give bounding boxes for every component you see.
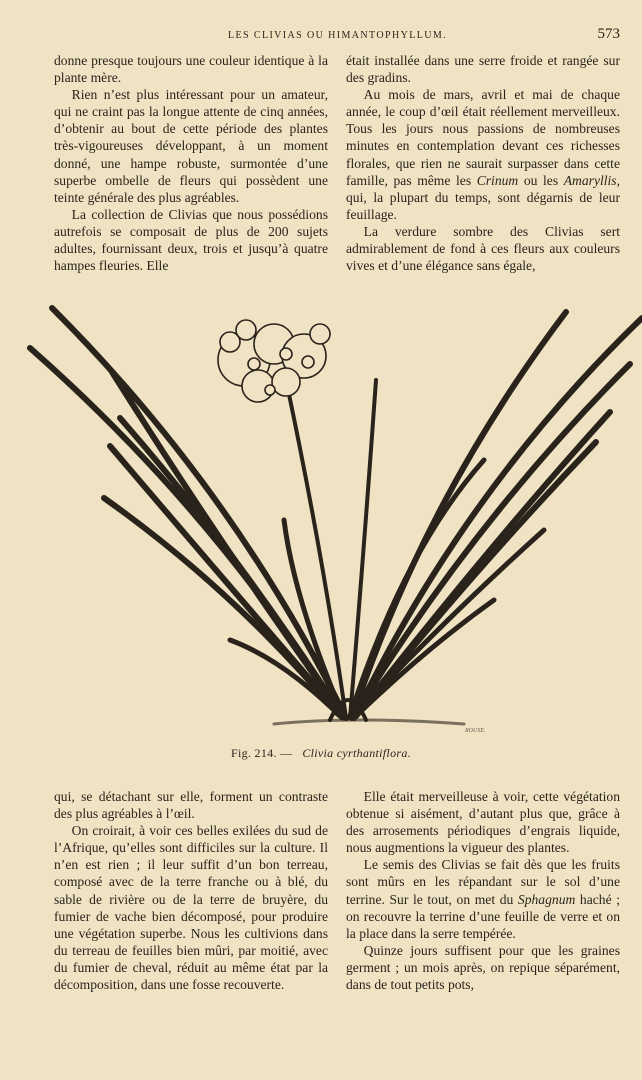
paragraph: Quinze jours suffisent pour que les graines germent ; un mois après, on repique séparément, dans de tout petits pots, [346, 942, 620, 993]
italic-genus-sphagnum: Sphagnum [517, 891, 576, 907]
page-number: 573 [597, 26, 620, 42]
clivia-engraving [24, 300, 642, 740]
running-head [54, 26, 620, 44]
leaf [354, 318, 642, 718]
text-run: ou les [518, 172, 564, 188]
column-bottom-right [346, 788, 620, 993]
figure-illustration [24, 300, 642, 740]
paragraph: qui, se détachant sur elle, forment un contraste des plus agréables à l’œil. [54, 789, 328, 822]
italic-genus-amaryllis: Amaryllis, [563, 172, 620, 188]
paragraph: Rien n’est plus intéressant pour un amateur, qui ne craint pas la longue attente de cinq années, d’obtenir au bout de cette période des plantes très-vigoureuses développant, à un moment donné, une hampe robuste, surmontée d’une superbe ombelle de fleurs qui possèdent une teinte générale des plus agréables. [54, 87, 328, 205]
ground-shadow [274, 720, 464, 724]
paragraph: Elle était merveilleuse à voir, cette végétation obtenue si aisément, d’autant plus que, grâce à des arrosements périodiques d’engrais liquide, nous augmentions la vigueur des plantes. [346, 789, 620, 856]
column-top-left [54, 52, 328, 274]
text-run: Au mois de mars, avril et mai de chaque année, le coup d’œil était réellement merveilleux. Tous les jours nous passions de nombreuses minutes en contemplation devant ces richesses florales, que rien ne saurait surpasser dans cette famille, pas même les [346, 87, 620, 188]
column-bottom-left [54, 788, 328, 993]
figure-species: Clivia cyrthantiflora. [302, 746, 411, 760]
text-run: haché ; on recouvre la terrine d’une feuille de verre et on la place dans la serre tempérée. [346, 891, 620, 941]
paragraph: était installée dans une serre froide et rangée sur des gradins. [346, 53, 620, 86]
figure-caption [0, 746, 642, 761]
figure-label: Fig. 214. — [231, 746, 293, 760]
text-run: qui, la plupart du temps, sont dégarnis de leur feuillage. [346, 189, 620, 222]
paragraph: On croirait, à voir ces belles exilées du sud de l’Afrique, qu’elles sont difficiles sur la culture. Il n’en est rien ; il leur suffit d’un bon terreau, composé avec de la terre franche ou à blé, du sable de rivière ou de la terre de bruyère, du fumier de vache bien décomposé, pour produire une végétation superbe. Nous les cultivions dans du terreau de feuilles bien mûri, par moitié, avec du fumier de cheval, réduit au même état par la décomposition, dans une fosse recouverte. [54, 823, 328, 993]
paragraph: donne presque toujours une couleur identique à la plante mère. [54, 53, 328, 86]
paragraph [346, 86, 620, 223]
paragraph [346, 856, 620, 941]
paragraph: La collection de Clivias que nous possédions autrefois se composait de plus de 200 sujets adultes, fournissant deux, trois et jusqu’à quatre hampes fleuries. Elle [54, 206, 328, 274]
column-top-right [346, 52, 620, 274]
paragraph: La verdure sombre des Clivias sert admirablement de fond à ces fleurs aux couleurs vives et d’une élégance sans égale, [346, 223, 620, 274]
text-run: Le semis des Clivias se fait dès que les fruits sont mûrs en les répandant sur le sol d’une terrine. Sur le tout, on met du [346, 857, 620, 907]
running-title: LES CLIVIAS OU HIMANTOPHYLLUM. [228, 30, 448, 41]
flower-umbel [218, 320, 330, 402]
italic-genus-crinum: Crinum [476, 172, 519, 188]
engraver-signature: ROUSE. [465, 728, 486, 734]
